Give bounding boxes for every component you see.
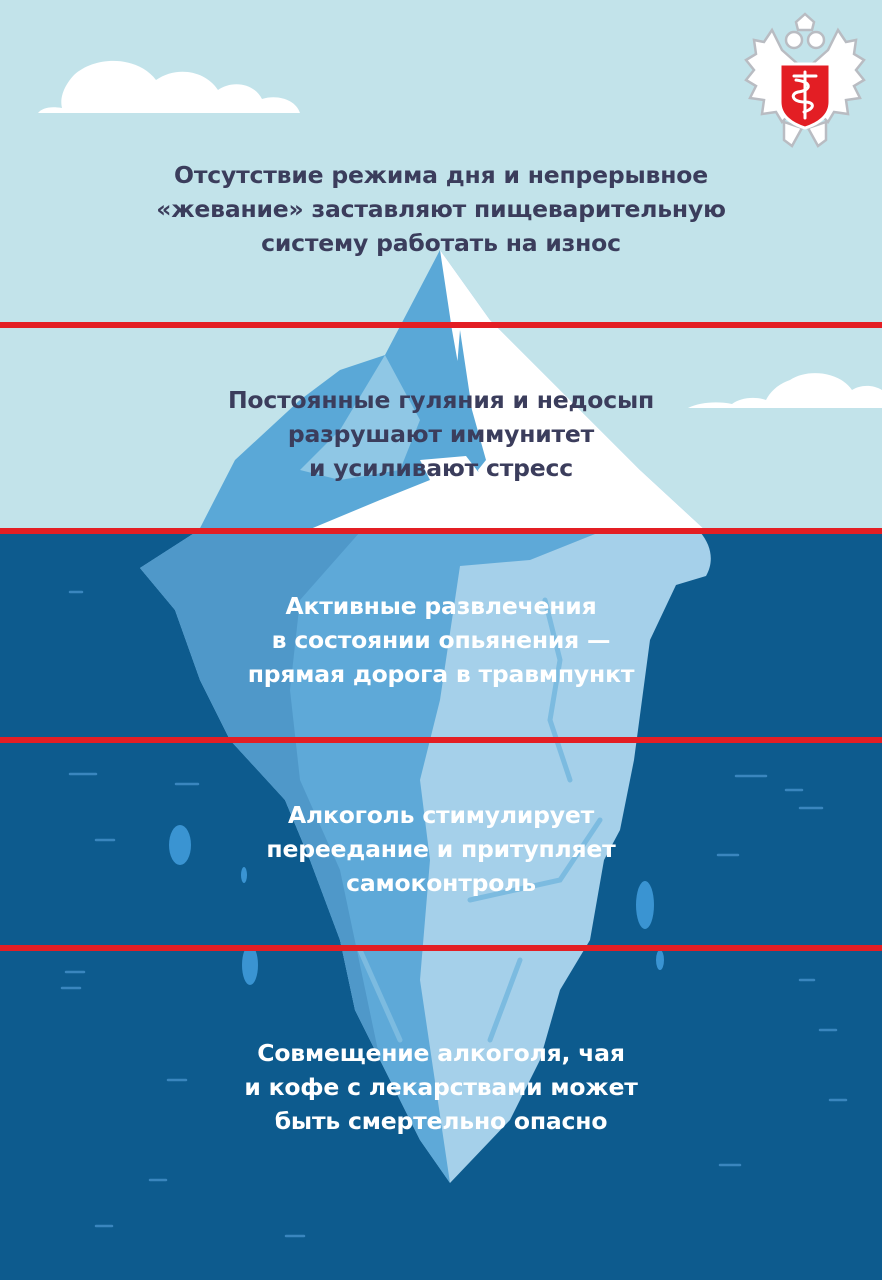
divider-line (0, 737, 882, 743)
section-3-text: Активные развлечения в состоянии опьянения — прямая дорога в травмпункт (247, 592, 635, 688)
section-2-text: Постоянные гуляния и недосып разрушают иммунитет и усиливают стресс (227, 386, 655, 482)
divider-line (0, 945, 882, 951)
section-1-text: Отсутствие режима дня и непрерывное «жевание» заставляют пищеварительную систему работать на износ (156, 161, 726, 257)
divider-line (0, 528, 882, 534)
section-5-text: Совмещение алкоголя, чая и кофе с лекарствами может быть смертельно опасно (244, 1039, 638, 1135)
section-4-text: Алкоголь стимулирует переедание и притупляет самоконтроль (266, 801, 616, 897)
eagle-emblem-icon (742, 10, 868, 150)
divider-line (0, 322, 882, 328)
